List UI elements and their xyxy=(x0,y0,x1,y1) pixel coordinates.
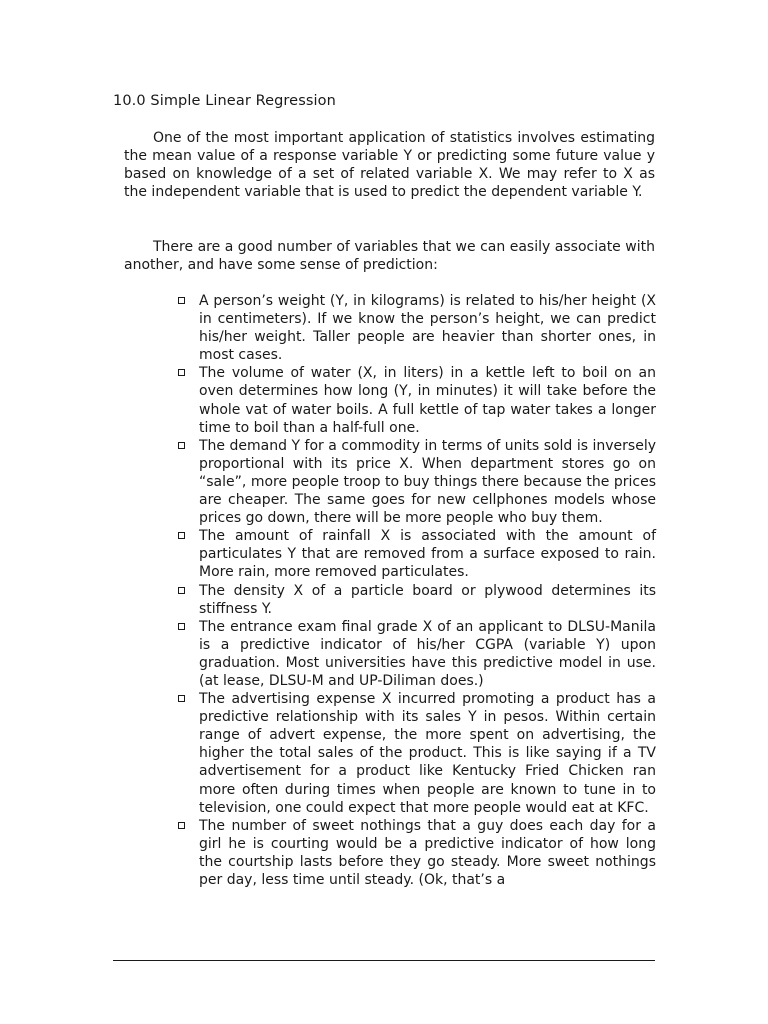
list-item-text: The advertising expense X incurred promoting a product has a predictive relationship with its sales Y in pesos. Within certain range of advert expense, the more spent on advertising, the higher the total sales of the product. This is like saying if a TV advertisement for a product like Kentucky Fried Chicken ran more often during times when people are known to tune in to television, one could expect that more people would eat at KFC. xyxy=(199,691,656,816)
list-item-text: The demand Y for a commodity in terms of units sold is inversely proportional with its price X. When department stores go on “sale”, more people troop to buy things there because the prices are cheaper. The same goes for new cellphones models whose prices go down, there will be more people who buy them. xyxy=(199,437,656,527)
list-item-text: The volume of water (X, in liters) in a kettle left to boil on an oven determines how long (Y, in minutes) it will take before the whole vat of water boils. A full kettle of tap water takes a longer time to boil than a half-full one. xyxy=(199,365,656,436)
square-bullet-icon xyxy=(178,297,185,304)
list-item xyxy=(178,582,656,618)
list-item xyxy=(178,292,656,364)
square-bullet-icon xyxy=(178,695,185,702)
square-bullet-icon xyxy=(178,587,185,594)
square-bullet-icon xyxy=(178,369,185,376)
list-item-text: The density X of a particle board or plywood determines its stiffness Y. xyxy=(199,582,656,617)
list-item-text: The entrance exam final grade X of an applicant to DLSU-Manila is a predictive indicator of his/her CGPA (variable Y) upon graduation. Most universities have this predictive model in use. (at lease, DLSU-M and UP-Diliman does.) xyxy=(199,618,656,689)
example-list xyxy=(178,292,656,889)
square-bullet-icon xyxy=(178,532,185,539)
list-item xyxy=(178,527,656,581)
list-item-text: A person’s weight (Y, in kilograms) is related to his/her height (X in centimeters). If we know the person’s height, we can predict his/her weight. Taller people are heavier than shorter ones, in most cases. xyxy=(199,293,656,364)
square-bullet-icon xyxy=(178,623,185,630)
footer-divider xyxy=(113,960,655,961)
square-bullet-icon xyxy=(178,822,185,829)
list-item-text: The number of sweet nothings that a guy does each day for a girl he is courting would be a predictive indicator of how long the courtship lasts before they go steady. More sweet nothings per day, less time until steady. (Ok, that’s a xyxy=(199,817,656,888)
list-item-text: The amount of rainfall X is associated with the amount of particulates Y that are removed from a surface exposed to rain. More rain, more removed particulates. xyxy=(199,528,656,581)
list-item xyxy=(178,618,656,690)
list-item xyxy=(178,437,656,527)
list-item xyxy=(178,817,656,889)
list-item xyxy=(178,364,656,436)
section-heading: 10.0 Simple Linear Regression xyxy=(113,93,336,109)
lead-in-paragraph: There are a good number of variables that we can easily associate with another, and have some sense of prediction: xyxy=(124,239,655,274)
square-bullet-icon xyxy=(178,442,185,449)
list-item xyxy=(178,690,656,817)
intro-paragraph: One of the most important application of statistics involves estimating the mean value of a response variable Y or predicting some future value y based on knowledge of a set of related variable X. We may refer to X as the independent variable that is used to predict the dependent variable Y. xyxy=(124,130,655,201)
